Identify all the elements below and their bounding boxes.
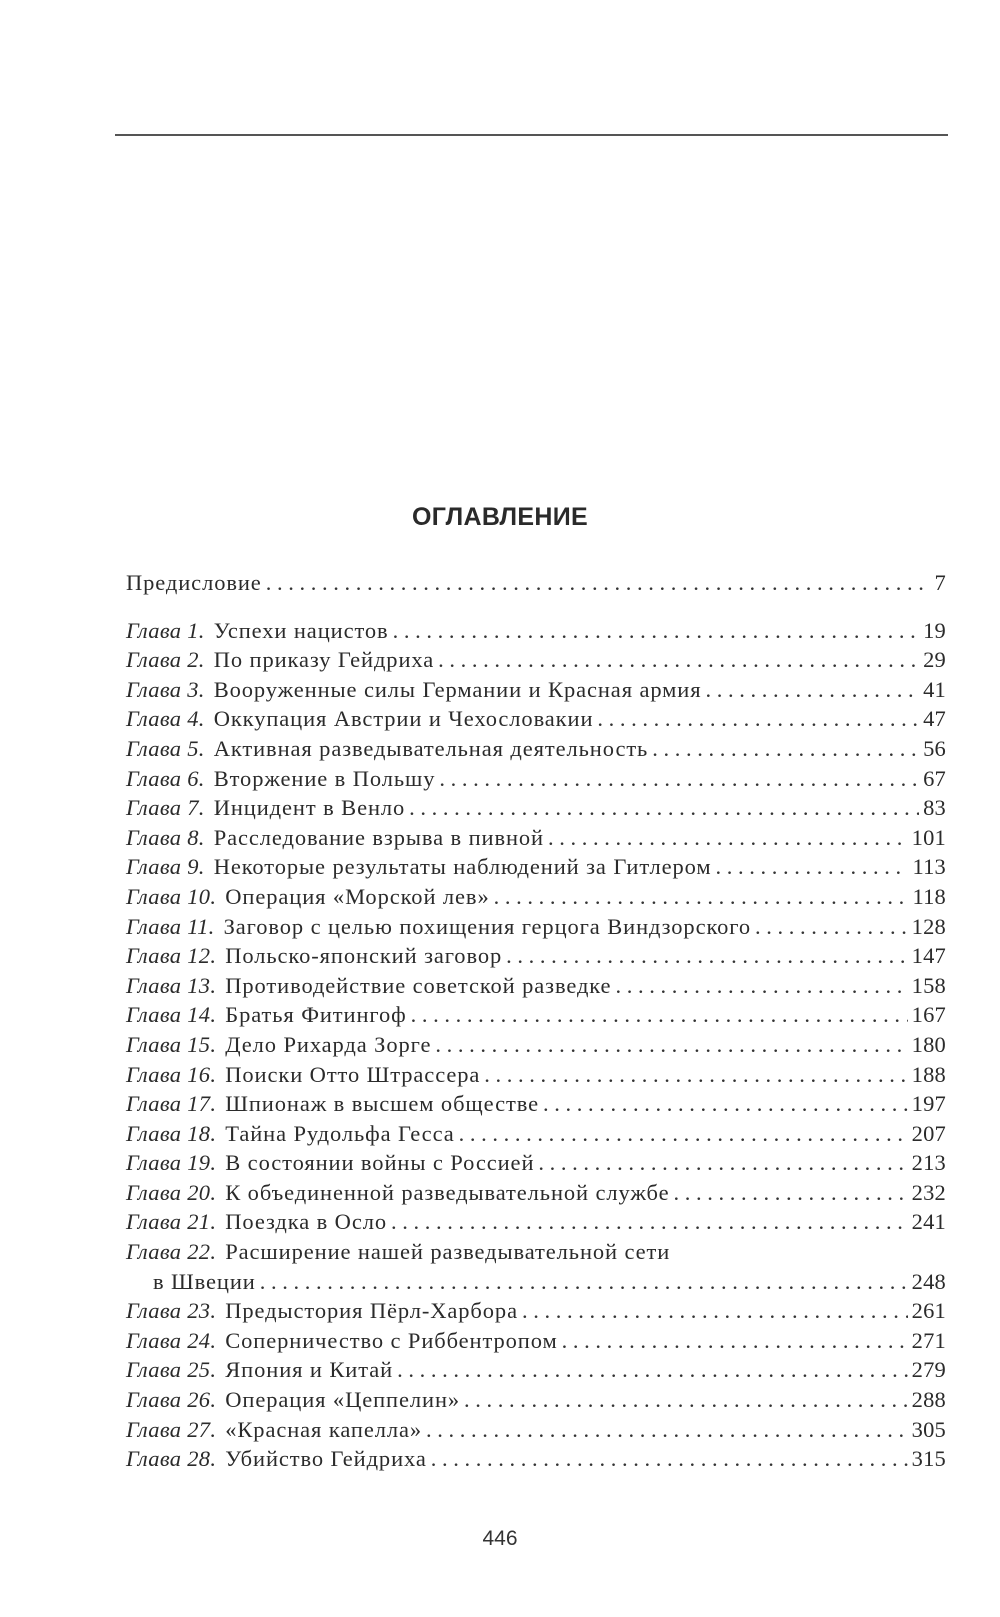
chapter-label: Глава 1. bbox=[126, 617, 205, 643]
toc-entry[interactable] bbox=[126, 704, 946, 734]
dot-leader bbox=[411, 1000, 908, 1030]
dot-leader bbox=[393, 616, 920, 646]
dot-leader bbox=[652, 734, 919, 764]
chapter-label: Глава 27. bbox=[126, 1416, 217, 1442]
entry-title: В состоянии войны с Россией bbox=[225, 1150, 535, 1176]
entry-title: Тайна Рудольфа Гесса bbox=[225, 1120, 455, 1146]
chapter-label: Глава 23. bbox=[126, 1298, 217, 1324]
dot-leader bbox=[266, 568, 931, 598]
dot-leader bbox=[548, 823, 908, 853]
chapter-label: Глава 11. bbox=[126, 913, 215, 939]
entry-title: Предисловие bbox=[126, 570, 262, 595]
chapter-label: Глава 8. bbox=[126, 824, 205, 850]
dot-leader bbox=[716, 852, 909, 882]
toc-entry[interactable] bbox=[126, 1030, 946, 1060]
dot-leader bbox=[615, 971, 907, 1001]
toc-entry[interactable] bbox=[126, 1089, 946, 1119]
entry-title: Активная разведывательная деятельность bbox=[213, 735, 649, 761]
entry-title: Операция «Морской лев» bbox=[225, 883, 490, 909]
entry-title: Убийство Гейдриха bbox=[225, 1446, 427, 1472]
chapter-label: Глава 2. bbox=[126, 647, 205, 673]
entry-page: 167 bbox=[911, 1002, 946, 1028]
toc-entry[interactable] bbox=[126, 882, 946, 912]
entry-title: Инцидент в Венло bbox=[213, 795, 406, 821]
dot-leader bbox=[543, 1089, 908, 1119]
toc-entry[interactable] bbox=[126, 912, 946, 942]
entry-title: Шпионаж в высшем обществе bbox=[225, 1091, 539, 1117]
toc-entry[interactable] bbox=[126, 1178, 946, 1208]
entry-page: 101 bbox=[911, 824, 946, 850]
toc-entry[interactable] bbox=[126, 941, 946, 971]
entry-title: К объединенной разведывательной службе bbox=[225, 1179, 670, 1205]
toc-entry[interactable] bbox=[126, 1385, 946, 1415]
entry-page: 180 bbox=[911, 1031, 946, 1057]
dot-leader bbox=[397, 1355, 908, 1385]
entry-title: Предыстория Пёрл-Харбора bbox=[225, 1298, 518, 1324]
toc-entry[interactable] bbox=[126, 1444, 946, 1474]
dot-leader bbox=[409, 793, 919, 823]
chapter-label: Глава 4. bbox=[126, 706, 205, 732]
chapter-label: Глава 5. bbox=[126, 735, 205, 761]
dot-leader bbox=[484, 1060, 907, 1090]
chapter-list bbox=[126, 616, 946, 1474]
entry-page: 241 bbox=[911, 1209, 946, 1235]
dot-leader bbox=[431, 1444, 908, 1474]
chapter-label: Глава 15. bbox=[126, 1031, 217, 1057]
chapter-label: Глава 12. bbox=[126, 943, 217, 969]
entry-title: Успехи нацистов bbox=[213, 617, 389, 643]
chapter-label: Глава 18. bbox=[126, 1120, 217, 1146]
toc-entry[interactable] bbox=[126, 675, 946, 705]
toc-entry-continuation[interactable] bbox=[126, 1267, 946, 1297]
dot-leader bbox=[562, 1326, 908, 1356]
toc-entry[interactable] bbox=[126, 616, 946, 646]
entry-page: 188 bbox=[911, 1061, 946, 1087]
entry-title: Вторжение в Польшу bbox=[213, 765, 436, 791]
dot-leader bbox=[597, 704, 919, 734]
dot-leader bbox=[494, 882, 909, 912]
page-title: ОГЛАВЛЕНИЕ bbox=[412, 503, 588, 531]
chapter-label: Глава 7. bbox=[126, 795, 205, 821]
toc-entry[interactable] bbox=[126, 1207, 946, 1237]
entry-title: Заговор с целью похищения герцога Виндзорского bbox=[223, 913, 752, 939]
entry-title: Вооруженные силы Германии и Красная армия bbox=[213, 676, 702, 702]
chapter-label: Глава 16. bbox=[126, 1061, 217, 1087]
dot-leader bbox=[706, 675, 920, 705]
toc-entry[interactable] bbox=[126, 764, 946, 794]
toc-entry[interactable] bbox=[126, 1060, 946, 1090]
entry-title: Некоторые результаты наблюдений за Гитлером bbox=[213, 854, 712, 880]
chapter-label: Глава 22. bbox=[126, 1239, 217, 1265]
entry-page: 47 bbox=[923, 706, 946, 732]
toc-entry[interactable] bbox=[126, 1237, 946, 1267]
toc-entry[interactable] bbox=[126, 1296, 946, 1326]
entry-title: Расследование взрыва в пивной bbox=[213, 824, 545, 850]
entry-page: 147 bbox=[911, 943, 946, 969]
dot-leader bbox=[538, 1148, 907, 1178]
entry-page: 67 bbox=[923, 765, 946, 791]
toc-entry[interactable] bbox=[126, 971, 946, 1001]
chapter-label: Глава 10. bbox=[126, 883, 217, 909]
entry-page: 197 bbox=[911, 1091, 946, 1117]
entry-title: Дело Рихарда Зорге bbox=[225, 1031, 432, 1057]
toc-entry[interactable] bbox=[126, 793, 946, 823]
entry-title-continuation: в Швеции bbox=[153, 1268, 256, 1294]
entry-title: Операция «Цеппелин» bbox=[225, 1387, 461, 1413]
dot-leader bbox=[435, 1030, 907, 1060]
entry-title: Поиски Отто Штрассера bbox=[225, 1061, 481, 1087]
entry-page: 232 bbox=[911, 1179, 946, 1205]
dot-leader bbox=[522, 1296, 908, 1326]
chapter-label: Глава 14. bbox=[126, 1002, 217, 1028]
entry-page: 56 bbox=[923, 735, 946, 761]
dot-leader bbox=[260, 1267, 908, 1297]
toc-entry[interactable] bbox=[126, 1326, 946, 1356]
entry-title: Оккупация Австрии и Чехословакии bbox=[213, 706, 594, 732]
entry-page: 41 bbox=[923, 676, 946, 702]
entry-page: 113 bbox=[912, 854, 946, 880]
entry-title: Польско-японский заговор bbox=[225, 943, 503, 969]
chapter-label: Глава 19. bbox=[126, 1150, 217, 1176]
entry-page: 158 bbox=[911, 972, 946, 998]
page-number: 446 bbox=[482, 1527, 518, 1550]
entry-page: 288 bbox=[911, 1387, 946, 1413]
toc-entry[interactable] bbox=[126, 1148, 946, 1178]
entry-page: 7 bbox=[934, 570, 946, 595]
chapter-label: Глава 25. bbox=[126, 1357, 217, 1383]
entry-title: Япония и Китай bbox=[225, 1357, 394, 1383]
entry-page: 248 bbox=[911, 1268, 946, 1294]
chapter-label: Глава 26. bbox=[126, 1387, 217, 1413]
entry-page: 83 bbox=[923, 795, 946, 821]
chapter-label: Глава 9. bbox=[126, 854, 205, 880]
entry-title: По приказу Гейдриха bbox=[213, 647, 435, 673]
entry-page: 29 bbox=[923, 647, 946, 673]
entry-page: 279 bbox=[911, 1357, 946, 1383]
dot-leader bbox=[459, 1119, 908, 1149]
toc-entry[interactable] bbox=[126, 852, 946, 882]
chapter-label: Глава 3. bbox=[126, 676, 205, 702]
dot-leader bbox=[464, 1385, 908, 1415]
header-rule bbox=[115, 134, 948, 136]
entry-page: 315 bbox=[911, 1446, 946, 1472]
toc-entry[interactable] bbox=[126, 1119, 946, 1149]
entry-page: 19 bbox=[923, 617, 946, 643]
dot-leader bbox=[426, 1415, 908, 1445]
dot-leader bbox=[673, 1178, 907, 1208]
entry-page: 207 bbox=[911, 1120, 946, 1146]
entry-page: 118 bbox=[912, 883, 946, 909]
dot-leader bbox=[506, 941, 908, 971]
dot-leader bbox=[391, 1207, 908, 1237]
chapter-label: Глава 6. bbox=[126, 765, 205, 791]
toc-entry[interactable] bbox=[126, 1355, 946, 1385]
dot-leader bbox=[438, 645, 919, 675]
toc-entry[interactable] bbox=[126, 823, 946, 853]
toc-entry[interactable] bbox=[126, 1000, 946, 1030]
toc-entry[interactable] bbox=[126, 645, 946, 675]
toc-entry-foreword[interactable] bbox=[126, 568, 946, 598]
entry-page: 305 bbox=[911, 1416, 946, 1442]
entry-page: 128 bbox=[911, 913, 946, 939]
chapter-label: Глава 13. bbox=[126, 972, 217, 998]
entry-title: Братья Фитингоф bbox=[225, 1002, 407, 1028]
entry-page: 261 bbox=[911, 1298, 946, 1324]
table-of-contents bbox=[126, 568, 946, 1474]
dot-leader bbox=[755, 912, 908, 942]
entry-page: 271 bbox=[911, 1327, 946, 1353]
dot-leader bbox=[439, 764, 919, 794]
entry-title: Поездка в Осло bbox=[225, 1209, 387, 1235]
chapter-label: Глава 20. bbox=[126, 1179, 217, 1205]
toc-entry[interactable] bbox=[126, 1415, 946, 1445]
toc-entry[interactable] bbox=[126, 734, 946, 764]
entry-title: Противодействие советской разведке bbox=[225, 972, 612, 998]
chapter-label: Глава 28. bbox=[126, 1446, 217, 1472]
chapter-label: Глава 17. bbox=[126, 1091, 217, 1117]
chapter-label: Глава 21. bbox=[126, 1209, 217, 1235]
entry-title: «Красная капелла» bbox=[225, 1416, 423, 1442]
entry-page: 213 bbox=[911, 1150, 946, 1176]
entry-title: Расширение нашей разведывательной сети bbox=[225, 1239, 671, 1265]
chapter-label: Глава 24. bbox=[126, 1327, 217, 1353]
entry-title: Соперничество с Риббентропом bbox=[225, 1327, 558, 1353]
